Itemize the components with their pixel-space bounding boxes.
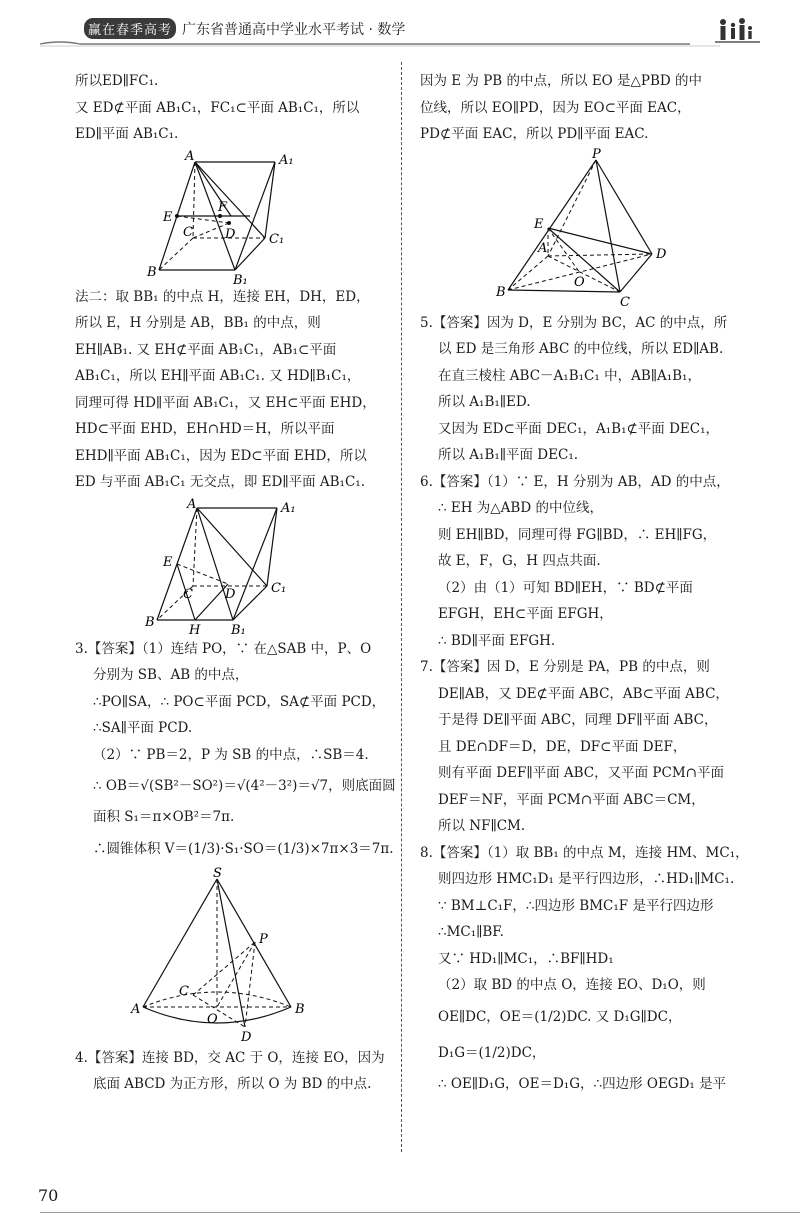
text-line: 又∵ HD₁∥MC₁，∴BF∥HD₁ — [438, 950, 614, 967]
text-line: （2）由（1）可知 BD∥EH，∵ BD⊄平面 — [438, 579, 693, 596]
label-E: E — [163, 209, 173, 225]
text-line: ∴ EH 为△ABD 的中位线， — [438, 500, 603, 516]
label-A: A — [538, 240, 548, 256]
text-line: EFGH，EH⊂平面 EFGH， — [438, 606, 613, 622]
cone-figure — [75, 867, 393, 1045]
label-A: A — [131, 1001, 141, 1017]
label-C: C — [179, 983, 189, 999]
label-A1: A₁ — [279, 152, 294, 168]
label-C1: C₁ — [269, 231, 285, 247]
label-O: O — [574, 274, 585, 290]
label-C: C — [183, 224, 193, 240]
text-line: 且 DE∩DF＝D，DE，DF⊂平面 DEF， — [438, 738, 687, 755]
label-P: P — [592, 147, 601, 162]
text-line: 所以 E，H 分别是 AB，BB₁ 的中点，则 — [75, 315, 321, 331]
text-line: 法二：取 BB₁ 的中点 H，连接 EH，DH，ED， — [75, 288, 370, 305]
text-line: DEF＝NF，平面 PCM∩平面 ABC＝CM， — [438, 791, 705, 808]
label-S: S — [213, 866, 222, 881]
text-line: 以 ED 是三角形 ABC 的中位线，所以 ED∥AB. — [438, 341, 724, 357]
text-line: 位线，所以 EO∥PD，因为 EO⊂平面 EAC， — [420, 99, 691, 116]
prism-figure-2 — [75, 496, 393, 636]
answer-8-line: 8.【答案】（1）取 BB₁ 的中点 M，连接 HM、MC₁， — [420, 844, 749, 861]
text-line: （2）取 BD 的中点 O，连接 EO、D₁O，则 — [438, 977, 706, 993]
formula-line: ∴圆锥体积 V＝(1/3)·S₁·SO＝(1/3)×7π×3＝7π. — [93, 840, 394, 857]
label-A1: A₁ — [281, 500, 296, 516]
text-line: 面积 S₁＝π×OB²＝7π. — [93, 809, 235, 825]
label-D: D — [656, 246, 667, 262]
footer-rule — [40, 1212, 800, 1213]
text-line: 所以 A₁B₁∥ED. — [438, 394, 531, 410]
label-A: A — [185, 148, 195, 164]
prism-figure-1 — [75, 148, 393, 284]
text-line: ED 与平面 AB₁C₁ 无交点，即 ED∥平面 AB₁C₁. — [75, 474, 365, 490]
text-line: 在直三棱柱 ABC－A₁B₁C₁ 中，AB∥A₁B₁， — [438, 367, 701, 384]
label-B: B — [145, 614, 155, 630]
label-D: D — [225, 226, 236, 242]
answer-7-line: 7.【答案】因 D，E 分别是 PA，PB 的中点，则 — [420, 659, 710, 675]
label-P: P — [259, 931, 268, 947]
text-line: 所以ED∥FC₁. — [75, 73, 159, 89]
label-H: H — [189, 622, 201, 636]
label-D: D — [225, 586, 236, 602]
text-line: （2）∵ PB＝2，P 为 SB 的中点，∴SB＝4. — [93, 746, 369, 763]
label-O: O — [207, 1011, 218, 1027]
label-B1: B₁ — [231, 622, 246, 636]
label-D: D — [241, 1029, 252, 1045]
label-E: E — [534, 216, 544, 232]
text-line: ∴ BD∥平面 EFGH. — [438, 632, 556, 649]
formula-line: OE∥DC，OE＝(1/2)DC. 又 D₁G∥DC， — [438, 1008, 682, 1025]
right-column — [420, 68, 755, 1097]
text-line: ∴ OE∥D₁G，OE＝D₁G，∴四边形 OEGD₁ 是平 — [438, 1075, 727, 1092]
text-line: 则有平面 DEF∥平面 ABC，又平面 PCM∩平面 — [438, 765, 724, 781]
label-A: A — [187, 496, 197, 512]
text-line: AB₁C₁，所以 EH∥平面 AB₁C₁. 又 HD∥B₁C₁， — [75, 368, 361, 384]
answer-5-line: 5.【答案】因为 D，E 分别为 BC，AC 的中点，所 — [420, 314, 728, 331]
pyramid-figure — [420, 148, 755, 310]
text-line: 所以 NF∥CM. — [438, 818, 526, 834]
text-line: 底面 ABCD 为正方形，所以 O 为 BD 的中点. — [93, 1076, 372, 1092]
answer-3-line: 3.【答案】（1）连结 PO，∵ 在△SAB 中，P、O — [75, 640, 372, 657]
text-line: EHD∥平面 AB₁C₁，因为 ED⊂平面 EHD，所以 — [75, 447, 367, 464]
label-B: B — [496, 284, 506, 300]
text-line: 因为 E 为 PB 的中点，所以 EO 是△PBD 的中 — [420, 73, 703, 89]
header-badge: 赢在春季高考 — [84, 18, 176, 39]
header-title — [84, 18, 405, 39]
answer-4-line: 4.【答案】连接 BD，交 AC 于 O，连接 EO，因为 — [75, 1049, 385, 1066]
family-icon — [720, 18, 752, 40]
text-line: 于是得 DE∥平面 ABC，同理 DF∥平面 ABC， — [438, 712, 718, 728]
text-line: ∴MC₁∥BF. — [438, 924, 504, 940]
text-line: 故 E，F，G，H 四点共面. — [438, 553, 601, 569]
label-E: E — [163, 554, 173, 570]
text-line: ∵ BM⊥C₁F，∴四边形 BMC₁F 是平行四边形 — [438, 897, 714, 914]
label-C: C — [620, 294, 630, 310]
page-number: 70 — [38, 1186, 59, 1205]
text-line: PD⊄平面 EAC，所以 PD∥平面 EAC. — [420, 126, 649, 142]
text-line: DE∥AB，又 DE⊄平面 ABC，AB⊂平面 ABC， — [438, 685, 729, 702]
text-line: 则 EH∥BD，同理可得 FG∥BD，∴ EH∥FG， — [438, 526, 717, 543]
label-F: F — [218, 199, 228, 215]
label-B1: B₁ — [233, 272, 248, 284]
column-divider — [401, 62, 402, 1152]
label-B: B — [147, 264, 157, 280]
header-subject: 广东省普通高中学业水平考试 · 数学 — [182, 22, 406, 38]
text-line: ∴PO∥SA，∴ PO⊂平面 PCD，SA⊄平面 PCD， — [93, 693, 386, 710]
text-line: HD⊂平面 EHD，EH∩HD＝H，所以平面 — [75, 421, 335, 437]
formula-line: ∴ OB＝√(SB²－SO²)＝√(4²－3²)＝√7，则底面圆 — [93, 778, 396, 794]
label-C: C — [183, 586, 193, 602]
label-B: B — [295, 1001, 305, 1017]
text-line: EH∥AB₁. 又 EH⊄平面 AB₁C₁，AB₁⊂平面 — [75, 341, 337, 358]
text-line: 则四边形 HMC₁D₁ 是平行四边形，∴HD₁∥MC₁. — [438, 871, 735, 887]
page-header — [0, 0, 800, 52]
text-line: 又因为 ED⊂平面 DEC₁，A₁B₁⊄平面 DEC₁， — [438, 420, 720, 437]
text-line: 分别为 SB、AB 的中点， — [93, 667, 249, 683]
text-line: ED∥平面 AB₁C₁. — [75, 126, 179, 142]
formula-line: D₁G＝(1/2)DC， — [438, 1044, 546, 1061]
left-column — [75, 68, 396, 1098]
text-line: 同理可得 HD∥平面 AB₁C₁，又 EH⊂平面 EHD， — [75, 394, 376, 411]
text-line: 所以 A₁B₁∥平面 DEC₁. — [438, 447, 579, 463]
label-C1: C₁ — [271, 580, 287, 596]
text-line: ∴SA∥平面 PCD. — [93, 720, 193, 736]
answer-6-line: 6.【答案】（1）∵ E，H 分别为 AB，AD 的中点， — [420, 473, 730, 490]
text-line: 又 ED⊄平面 AB₁C₁，FC₁⊂平面 AB₁C₁，所以 — [75, 99, 360, 116]
